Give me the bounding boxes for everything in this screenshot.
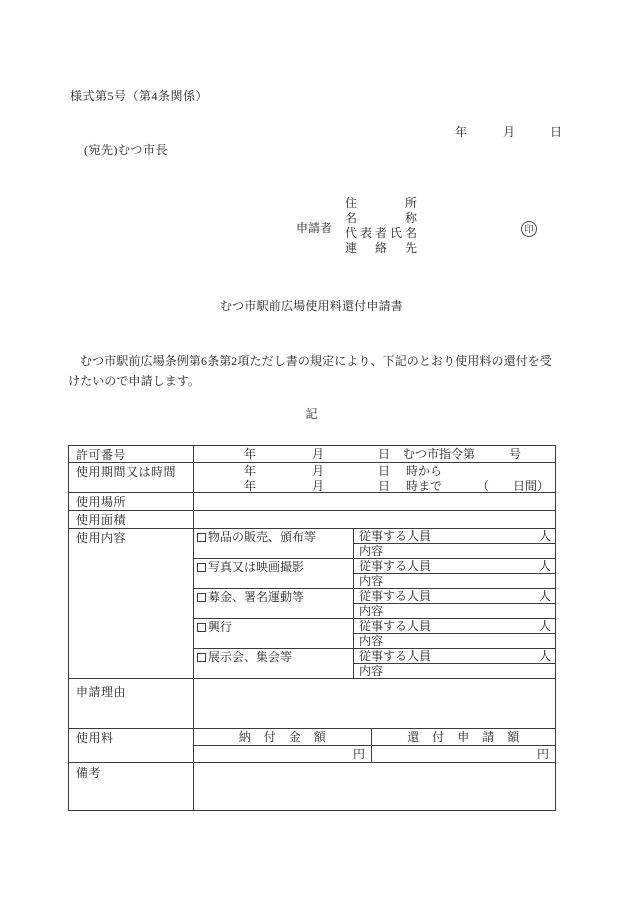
checkbox-fundraising-icon[interactable] [197, 593, 206, 602]
applicant-label: 申請者 [296, 221, 333, 235]
detail-input-cell[interactable] [354, 544, 556, 559]
personnel-unit: 人 [539, 649, 552, 663]
personnel-count-cell[interactable] [354, 529, 556, 544]
activity-goods-sale-label: 物品の販売、頒布等 [208, 530, 317, 544]
checkbox-exhibition-icon[interactable] [197, 653, 206, 662]
permit-month-label: 月 [312, 447, 325, 461]
personnel-label: 従事する人員 [359, 559, 432, 573]
usage-area-input-cell[interactable] [194, 511, 556, 529]
activity-show-label: 興行 [208, 620, 233, 634]
permit-year-label: 年 [244, 447, 257, 461]
form-number: 様式第5号（第4条関係） [70, 89, 209, 103]
permit-number-suffix: 号 [509, 447, 522, 461]
personnel-unit: 人 [539, 529, 552, 543]
record-marker: 記 [305, 407, 318, 421]
personnel-unit: 人 [539, 589, 552, 603]
period-to-day: 日 [378, 479, 391, 493]
detail-input-cell[interactable] [354, 664, 556, 679]
applicant-fields [345, 196, 417, 256]
personnel-unit: 人 [539, 619, 552, 633]
permit-number-input-cell[interactable] [194, 446, 556, 463]
period-from-month: 月 [312, 464, 325, 478]
activity-show [194, 619, 354, 649]
activity-fundraising-label: 募金、署名運動等 [208, 590, 305, 604]
form-table [68, 445, 556, 811]
paid-amount-header: 納 付 金 額 [194, 729, 372, 746]
detail-label: 内容 [359, 574, 384, 588]
refund-amount-header: 還 付 申 請 額 [372, 729, 556, 746]
permit-directive-label: むつ市指令第 [403, 447, 476, 461]
document-title: むつ市駅前広場使用料還付申請書 [219, 299, 403, 313]
period-days-paren: （ [477, 479, 490, 493]
usage-area-label: 使用面積 [69, 511, 194, 529]
applicant-representative-label: 代表者氏名 [345, 226, 417, 240]
date-year-label: 年 [455, 125, 468, 139]
paid-currency-unit: 円 [352, 747, 365, 761]
personnel-unit: 人 [539, 559, 552, 573]
detail-input-cell[interactable] [354, 634, 556, 649]
detail-input-cell[interactable] [354, 604, 556, 619]
permit-day-label: 日 [378, 447, 391, 461]
personnel-count-cell[interactable] [354, 559, 556, 574]
permit-number-label: 許可番号 [69, 446, 194, 463]
activity-exhibition-label: 展示会、集会等 [208, 650, 293, 664]
detail-label: 内容 [359, 544, 384, 558]
date-day-label: 日 [550, 125, 563, 139]
date-month-label: 月 [503, 125, 516, 139]
applicant-address-label: 住所 [345, 196, 417, 210]
personnel-label: 従事する人員 [359, 529, 432, 543]
detail-input-cell[interactable] [354, 574, 556, 589]
fee-label: 使用料 [69, 729, 194, 763]
period-to-time: 時まで [406, 479, 443, 493]
checkbox-goods-sale-icon[interactable] [197, 533, 206, 542]
remarks-input-cell[interactable] [194, 763, 556, 811]
refund-amount-input-cell[interactable] [372, 746, 556, 763]
applicant-contact-label: 連絡先 [345, 241, 417, 255]
detail-label: 内容 [359, 604, 384, 618]
personnel-label: 従事する人員 [359, 649, 432, 663]
personnel-label: 従事する人員 [359, 589, 432, 603]
application-reason-label: 申請理由 [69, 679, 194, 729]
personnel-label: 従事する人員 [359, 619, 432, 633]
detail-label: 内容 [359, 664, 384, 678]
remarks-label: 備考 [69, 763, 194, 811]
recipient: (宛先)むつ市長 [84, 143, 168, 157]
application-reason-input-cell[interactable] [194, 679, 556, 729]
period-to-year: 年 [244, 479, 257, 493]
activity-fundraising [194, 589, 354, 619]
usage-period-input-cell[interactable] [194, 463, 556, 493]
body-paragraph: むつ市駅前広場条例第6条第2項ただし書の規定により、下記のとおり使用料の還付を受けたいので申請します。 [68, 354, 553, 388]
usage-place-input-cell[interactable] [194, 493, 556, 511]
period-from-day: 日 [378, 464, 391, 478]
activity-photo-film-label: 写真又は映画撮影 [208, 560, 305, 574]
seal-mark-icon: 印 [521, 221, 537, 237]
checkbox-show-icon[interactable] [197, 623, 206, 632]
date-line [0, 123, 630, 137]
activity-goods-sale [194, 529, 354, 559]
activity-photo-film [194, 559, 354, 589]
personnel-count-cell[interactable] [354, 619, 556, 634]
activity-exhibition [194, 649, 354, 679]
usage-place-label: 使用場所 [69, 493, 194, 511]
usage-content-label: 使用内容 [69, 529, 194, 679]
paid-amount-input-cell[interactable] [194, 746, 372, 763]
period-from-year: 年 [244, 464, 257, 478]
period-from-time: 時から [406, 464, 443, 478]
personnel-count-cell[interactable] [354, 649, 556, 664]
detail-label: 内容 [359, 634, 384, 648]
checkbox-photo-film-icon[interactable] [197, 563, 206, 572]
period-to-month: 月 [312, 479, 325, 493]
period-days-suffix: 日間） [513, 479, 550, 493]
applicant-name-label: 名称 [345, 211, 417, 225]
usage-period-label: 使用期間又は時間 [69, 463, 194, 493]
refund-currency-unit: 円 [537, 747, 550, 761]
personnel-count-cell[interactable] [354, 589, 556, 604]
